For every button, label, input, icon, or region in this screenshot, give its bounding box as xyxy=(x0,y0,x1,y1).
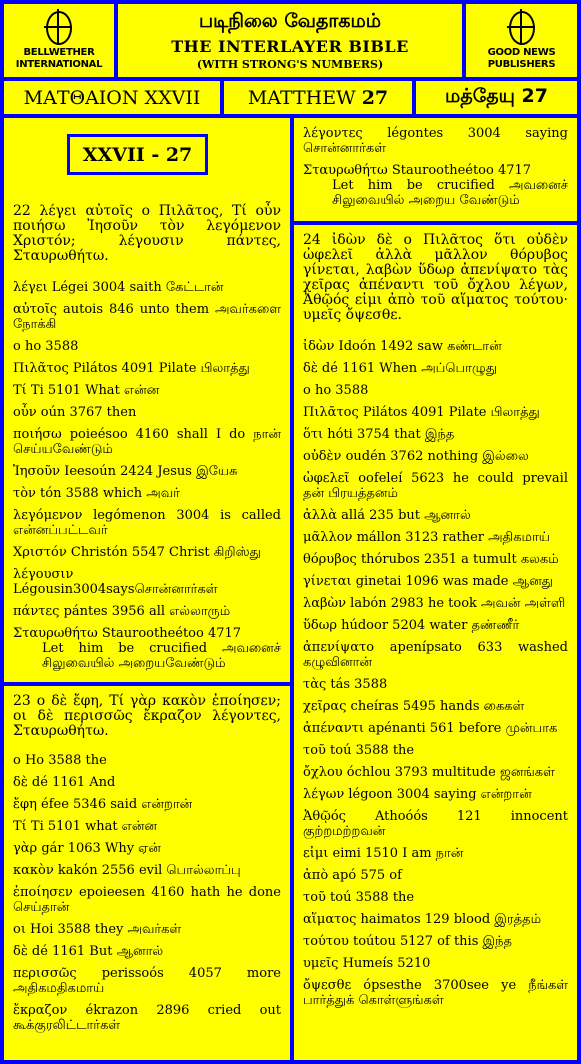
word-entry: Ἀθῷός Athoóós 121 innocent குற்றமற்றவன் xyxy=(303,809,568,839)
bar-english-book: MATTHEW xyxy=(247,86,356,109)
bar-english xyxy=(224,81,412,114)
word-entry: πάντες pántes 3956 all எல்லாரும் xyxy=(13,604,231,619)
word-entry: λέγει Légei 3004 saith கேட்டான் xyxy=(13,280,224,295)
word-entry: ἰδὼν Idoón 1492 saw கண்டான் xyxy=(303,339,502,354)
word-entry-continuation: Let him be crucified அவனைச் சிலுவையில் அறைய வேண்டும் xyxy=(332,178,568,208)
word-entry: τοῦ toú 3588 the xyxy=(303,890,415,905)
word-entry: θόρυβος thórubos 2351 a tumult கலகம் xyxy=(303,552,559,567)
chapter-label: XXVII - 27 xyxy=(67,134,208,175)
word-entry: ἐποίησεν epoieesen 4160 hath he done செய்தான் xyxy=(13,885,281,915)
word-entry: δὲ dé 1161 But ஆனால் xyxy=(13,944,164,959)
word-entry: τοῦ toú 3588 the xyxy=(303,743,415,758)
verse-23-continued-panel xyxy=(294,118,577,221)
word-entry: δὲ dé 1161 And xyxy=(13,775,116,790)
verse-23-continued-entries xyxy=(294,126,577,208)
verse-23-panel xyxy=(4,686,290,1060)
verse-22-panel xyxy=(4,118,290,682)
bellwether-logo xyxy=(4,4,114,77)
word-entry: ἀλλὰ allá 235 but ஆனால் xyxy=(303,508,471,523)
word-entry: αὐτοῖς autois 846 unto them அவர்களை நோக்கி xyxy=(13,302,281,332)
good-news-logo-text: GOOD NEWS PUBLISHERS xyxy=(487,46,556,70)
bar-english-chapter: 27 xyxy=(361,86,389,109)
verse-22-content xyxy=(4,204,290,671)
word-entry: ἔφη éfee 5346 said என்றான் xyxy=(13,797,193,812)
word-entry: κακὸν kakón 2556 evil பொல்லாப்பு xyxy=(13,863,241,878)
word-entry: Χριστόν Christón 5547 Christ கிறிஸ்து xyxy=(13,545,261,560)
word-entry: λέγουσιν Légousin3004saysசொன்னார்கள் xyxy=(13,567,218,597)
word-entry: ὠφελεῖ oofeleí 5623 he could prevail தன் பிரயத்தனம் xyxy=(303,471,568,501)
word-entry: λεγόμενον legómenon 3004 is called என்னப்பட்டவர் xyxy=(13,508,281,538)
word-entry: γὰρ gár 1063 Why ஏன் xyxy=(13,841,161,856)
word-entry: υμεῖς Humeís 5210 xyxy=(303,956,431,971)
word-entry: εἰμι eimi 1510 I am நான் xyxy=(303,846,464,861)
verse-23-text: 23 ο δὲ ἔφη, Τί γὰρ κακὸν ἐποίησεν; οι δὲ περισσῶς ἔκραζον λέγοντες, Σταυρωθήτω. xyxy=(13,693,281,739)
word-entry-continuation: Let him be crucified அவனைச் சிலுவையில் அறையவேண்டும் xyxy=(42,641,281,671)
globe-icon xyxy=(509,11,535,45)
word-entry: ο ho 3588 xyxy=(13,339,79,354)
bar-tamil: மத்தேயு 27 xyxy=(416,81,577,114)
title-tamil: படிநிலை வேதாகமம் xyxy=(198,10,382,32)
word-entry: ο Ho 3588 the xyxy=(13,753,107,768)
word-entry: Τί Ti 5101 What என்ன xyxy=(13,383,160,398)
word-entry: ὕδωρ húdoor 5204 water தண்ணீர் xyxy=(303,618,520,633)
word-entry: δὲ dé 1161 When அப்பொழுது xyxy=(303,361,498,376)
word-entry: Πιλᾶτος Pilátos 4091 Pilate பிலாத்து xyxy=(303,405,540,420)
word-entry: ποιήσω poieésoo 4160 shall I do நான் செய்யவேண்டும் xyxy=(13,427,281,457)
word-entry: λέγων légoon 3004 saying என்றான் xyxy=(303,787,532,802)
bar-greek: ΜΑΤΘΑΙΟΝ XXVII xyxy=(4,81,220,114)
word-entry: λαβὼν labón 2983 he took அவன் அள்ளி xyxy=(303,596,566,611)
verse-23-content xyxy=(4,694,290,1033)
word-entry: τὸν tón 3588 which அவர் xyxy=(13,486,180,501)
word-entry: μᾶλλον mállon 3123 rather அதிகமாய் xyxy=(303,530,550,545)
word-entry: χεῖρας cheíras 5495 hands கைகள் xyxy=(303,699,525,714)
word-entry: οὖν oún 3767 then xyxy=(13,405,137,420)
title-subtitle: (WITH STRONG'S NUMBERS) xyxy=(196,58,384,71)
word-entry: τὰς tás 3588 xyxy=(303,677,388,692)
word-entry: ὄψεσθε ópsesthe 3700see ye நீங்கள் பார்த்துக் கொள்ளுங்கள் xyxy=(303,978,568,1008)
word-entry: λέγοντες légontes 3004 saying சொன்னார்கள் xyxy=(303,126,568,156)
word-entry: ἀπενίψατο apenípsato 633 washed கழுவினான் xyxy=(303,640,568,670)
word-entry: ὄχλου óchlou 3793 multitude ஜனங்கள் xyxy=(303,765,555,780)
verse-24-panel xyxy=(294,225,577,1060)
word-entry: ἀπέναντι apénanti 561 before முன்பாக xyxy=(303,721,558,736)
word-entry: Πιλᾶτος Pilátos 4091 Pilate பிலாத்து xyxy=(13,361,250,376)
verse-24-text: 24 ἰδὼν δὲ ο Πιλᾶτος ὅτι οὐδὲν ὠφελεῖ ἀλλὰ μᾶλλον θόρυβος γίνεται, λαβὼν ὕδωρ ἀπενίψατο τὰς χεῖρας ἀπέναντι τοῦ ὄχλου λέγων, Ἀθῷός εἰμι ἀπὸ τοῦ αἵματος τούτου· υμεῖς ὄψεσθε. xyxy=(303,232,568,323)
verse-22-text: 22 λέγει αὐτοῖς ο Πιλᾶτος, Τί οὖν ποιήσω Ἰησοῦν τὸν λεγόμενον Χριστόν; λέγουσιν πάντες, Σταυρωθήτω. xyxy=(13,203,281,264)
verse-23-entries xyxy=(4,753,290,1033)
globe-icon xyxy=(46,11,72,45)
word-entry: Ἰησοῦν Ieesoún 2424 Jesus இயேசு xyxy=(13,464,238,479)
word-entry: Σταυρωθήτω Staurootheétoo 4717 xyxy=(13,626,242,641)
good-news-logo xyxy=(466,4,577,77)
title-english: THE INTERLAYER BIBLE xyxy=(171,37,409,56)
word-entry: γίνεται ginetai 1096 was made ஆனது xyxy=(303,574,553,589)
verse-24-content xyxy=(294,233,577,1008)
word-entry: περισσῶς perissoós 4057 more அதிகமதிகமாய் xyxy=(13,966,281,996)
word-entry: Τί Ti 5101 what என்ன xyxy=(13,819,158,834)
word-entry: οὐδὲν oudén 3762 nothing இல்லை xyxy=(303,449,529,464)
word-entry: αἵματος haimatos 129 blood இரத்தம் xyxy=(303,912,542,927)
bellwether-logo-text: BELLWETHER INTERNATIONAL xyxy=(15,46,103,70)
word-entry: ὅτι hóti 3754 that இந்த xyxy=(303,427,455,442)
word-entry: Σταυρωθήτω Staurootheétoo 4717 xyxy=(303,163,532,178)
verse-22-entries xyxy=(4,280,290,671)
word-entry: ο ho 3588 xyxy=(303,383,369,398)
header-title-box xyxy=(118,4,462,77)
verse-24-entries xyxy=(294,339,577,1008)
word-entry: ἔκραζον ékrazon 2896 cried out கூக்குரலிட்டார்கள் xyxy=(13,1003,281,1033)
word-entry: οι Hoi 3588 they அவர்கள் xyxy=(13,922,182,937)
word-entry: ἀπὸ apó 575 of xyxy=(303,868,402,883)
word-entry: τούτου toútou 5127 of this இந்த xyxy=(303,934,512,949)
